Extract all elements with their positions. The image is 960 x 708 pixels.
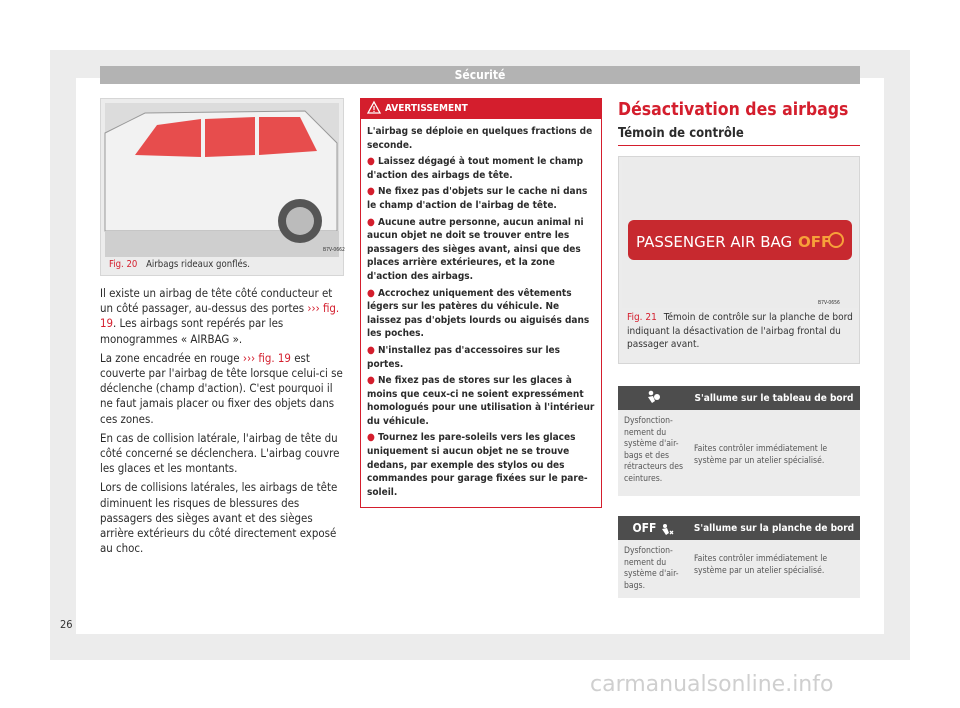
table-1-cause: Dysfonction-nement du système d'air-bags et des rétracteurs des ceintures.: [618, 410, 688, 496]
passenger-airbag-off-panel: [622, 160, 858, 308]
watermark: carmanualsonline.info: [590, 672, 834, 697]
paragraph-1: [100, 286, 344, 347]
paragraph-3: En cas de collision latérale, l'airbag de tête du côté concerné se déclenchera. L'airbag couvre les glaces et les montants.: [100, 430, 340, 476]
warning-item: ● N'installez pas d'accessoires sur les portes.: [367, 344, 561, 370]
body-text: [100, 286, 344, 556]
figure-caption-text: Témoin de contrôle sur la planche de bord indiquant la désactivation de l'airbag frontal du passager avant.: [627, 312, 853, 350]
p1-text-end: . Les airbags sont repérés par les monogrammes « AIRBAG ».: [100, 316, 284, 346]
figure-number: Fig. 20: [109, 259, 138, 270]
figure-number: Fig. 21: [627, 312, 657, 323]
table-2-cause: Dysfonction-nement du système d'air-bags.: [618, 540, 688, 598]
warning-item: ● Ne fixez pas de stores sur les glaces à moins que ceux-ci ne soient expressément homologués pour une utilisation à l'intérieur du véhicule.: [367, 375, 595, 427]
right-column: [618, 98, 860, 598]
page-number: 26: [60, 618, 73, 631]
table-2-action: Faites contrôler immédiatement le système par un atelier spécialisé.: [688, 540, 860, 598]
fig19-link[interactable]: ››› fig. 19: [100, 301, 340, 331]
figure-21-caption: [627, 311, 855, 352]
section-title: Désactivation des airbags: [618, 100, 849, 120]
figure-caption-text: Airbags rideaux gonflés.: [146, 259, 250, 270]
warning-item: ● Ne fixez pas d'objets sur le cache ni dans le champ d'action de l'airbag de tête.: [367, 186, 588, 211]
svg-text:OFF: OFF: [798, 233, 832, 251]
warning-light-table-1: [618, 386, 860, 496]
warning-item: ● Tournez les pare-soleils vers les glaces uniquement si aucun objet ne se trouve dedans, par exemple des stylos ou des commandes pour garage fixées sur le pare-soleil.: [367, 432, 588, 498]
paragraph-4: Lors de collisions latérales, les airbags de tête diminuent les risques de blessures des passagers des sièges avant et des sièges arrière extérieurs du côté directement exposé au choc.: [100, 480, 338, 556]
figure-21: [618, 156, 860, 364]
fig19-link-2[interactable]: ››› fig. 19: [242, 350, 291, 365]
p2-text: La zone encadrée en rouge: [100, 350, 240, 365]
warning-header: [361, 99, 601, 119]
warning-intro: L'airbag se déploie en quelques fractions de seconde.: [367, 126, 593, 151]
warning-title: AVERTISSEMENT: [385, 103, 468, 114]
table-1-header: S'allume sur le tableau de bord: [688, 386, 860, 410]
figure-20-caption: [109, 259, 250, 270]
passenger-airbag-off-icon: OFF: [618, 516, 688, 540]
section-subtitle: Témoin de contrôle: [618, 126, 860, 146]
section-header: Sécurité: [100, 66, 860, 84]
warning-triangle-icon: [367, 101, 381, 115]
svg-text:PASSENGER AIR BAG: PASSENGER AIR BAG: [636, 233, 793, 251]
left-column: [100, 98, 344, 560]
table-2-header: S'allume sur la planche de bord: [688, 516, 860, 540]
airbag-warning-icon: [618, 386, 688, 410]
warning-body: [361, 119, 601, 507]
warning-item: ● Aucune autre personne, aucun animal ni aucun objet ne doit se trouver entre les passagers des sièges avant, ainsi que des places arrière extérieures, et la zone d'action des airbags.: [367, 216, 584, 282]
p1-text: Il existe un airbag de tête côté conducteur et un côté passager, au-dessus des portes: [100, 286, 333, 316]
warning-light-table-2: [618, 516, 860, 598]
paragraph-2: [100, 351, 344, 427]
car-airbag-illustration: [105, 103, 345, 257]
warning-box: [360, 98, 602, 508]
warning-item: ● Accrochez uniquement des vêtements légers sur les patères du véhicule. Ne laissez pas d'objets lourds ou aiguisés dans les poches.: [367, 287, 590, 340]
table-1-action: Faites contrôler immédiatement le système par un atelier spécialisé.: [688, 410, 860, 496]
p2-text-end: est couverte par l'airbag de tête lorsque celui-ci se déclenche (champ d'action). C'est pourquoi il ne faut jamais placer ou fixer des objets dans ces zones.: [100, 350, 343, 426]
warning-item: ● Laissez dégagé à tout moment le champ d'action des airbags de tête.: [367, 156, 584, 181]
svg-text:B7V-0656: B7V-0656: [818, 300, 840, 306]
svg-text:B7V-0662: B7V-0662: [323, 247, 345, 253]
figure-20: [100, 98, 344, 276]
